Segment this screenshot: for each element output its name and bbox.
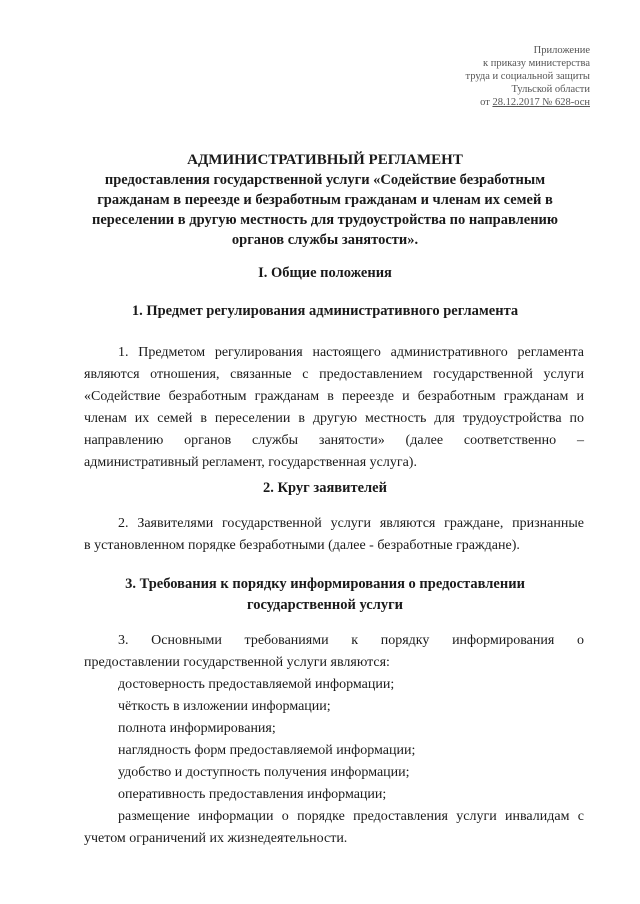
appendix-order-line: [420, 96, 590, 109]
list-item: оперативность предоставления информации;: [118, 787, 387, 802]
paragraph-line: в установленном порядке безработными (далее - безработные граждане).: [84, 538, 520, 553]
list-item: удобство и доступность получения информации;: [118, 765, 410, 780]
appendix-line: Тульской области: [511, 84, 590, 95]
paragraph-3: [84, 630, 584, 850]
paragraph-line: 3. Основными требованиями к порядку информирования о: [118, 633, 584, 648]
appendix-prefix: от: [480, 97, 493, 108]
list-item: размещение информации о порядке предоставления услуги инвалидам с: [118, 809, 584, 824]
paragraph-line: административный регламент, государственная услуга).: [84, 455, 417, 470]
subsection-heading: 2. Круг заявителей: [263, 480, 387, 496]
paragraph-line: членам их семей в переселении в другую местность для трудоустройства по: [84, 411, 584, 426]
title-line: органов службы занятости».: [231, 232, 419, 248]
list-item: достоверность предоставляемой информации;: [118, 677, 395, 692]
title-line: гражданам в переезде и безработным гражданам и членам их семей в: [97, 192, 553, 208]
heading-line: государственной услуги: [246, 597, 404, 613]
paragraph-line: учетом ограничений их жизнедеятельности.: [84, 831, 348, 846]
paragraph-line: предоставлении государственной услуги являются:: [84, 655, 390, 670]
title-main: АДМИНИСТРАТИВНЫЙ РЕГЛАМЕНТ: [187, 152, 463, 168]
paragraph-line: «Содействие безработным гражданам в переезде и безработным гражданам и: [84, 389, 584, 404]
paragraph-line: 1. Предметом регулирования настоящего административного регламента: [118, 345, 584, 360]
title-line: переселении в другую местность для трудоустройства по направлению: [92, 212, 558, 228]
paragraph-line: направлению органов службы занятости» (далее соответственно –: [84, 433, 584, 448]
list-item: чёткость в изложении информации;: [118, 699, 331, 714]
title-line: предоставления государственной услуги «Содействие безработным: [104, 172, 546, 188]
subsection-heading: 1. Предмет регулирования административного регламента: [131, 303, 519, 319]
paragraph-line: 2. Заявителями государственной услуги являются граждане, признанные: [118, 516, 584, 531]
section-heading: I. Общие положения: [258, 265, 392, 281]
document-title: [80, 150, 570, 250]
appendix-line: к приказу министерства: [482, 58, 590, 69]
heading-line: 3. Требования к порядку информирования о предоставлении: [125, 576, 525, 592]
list-item: полнота информирования;: [118, 721, 276, 736]
appendix-line: Приложение: [533, 45, 590, 56]
paragraph-2: [84, 513, 584, 557]
subsection-heading: [60, 574, 590, 616]
order-number: № 628-осн: [539, 97, 590, 108]
list-item: наглядность форм предоставляемой информации;: [118, 743, 416, 758]
appendix-line: труда и социальной защиты: [465, 71, 590, 82]
order-date: 28.12.2017: [492, 97, 540, 108]
appendix-block: [420, 44, 590, 109]
paragraph-1: [84, 342, 584, 474]
paragraph-line: являются отношения, связанные с предоставлением государственной услуги: [84, 367, 584, 382]
